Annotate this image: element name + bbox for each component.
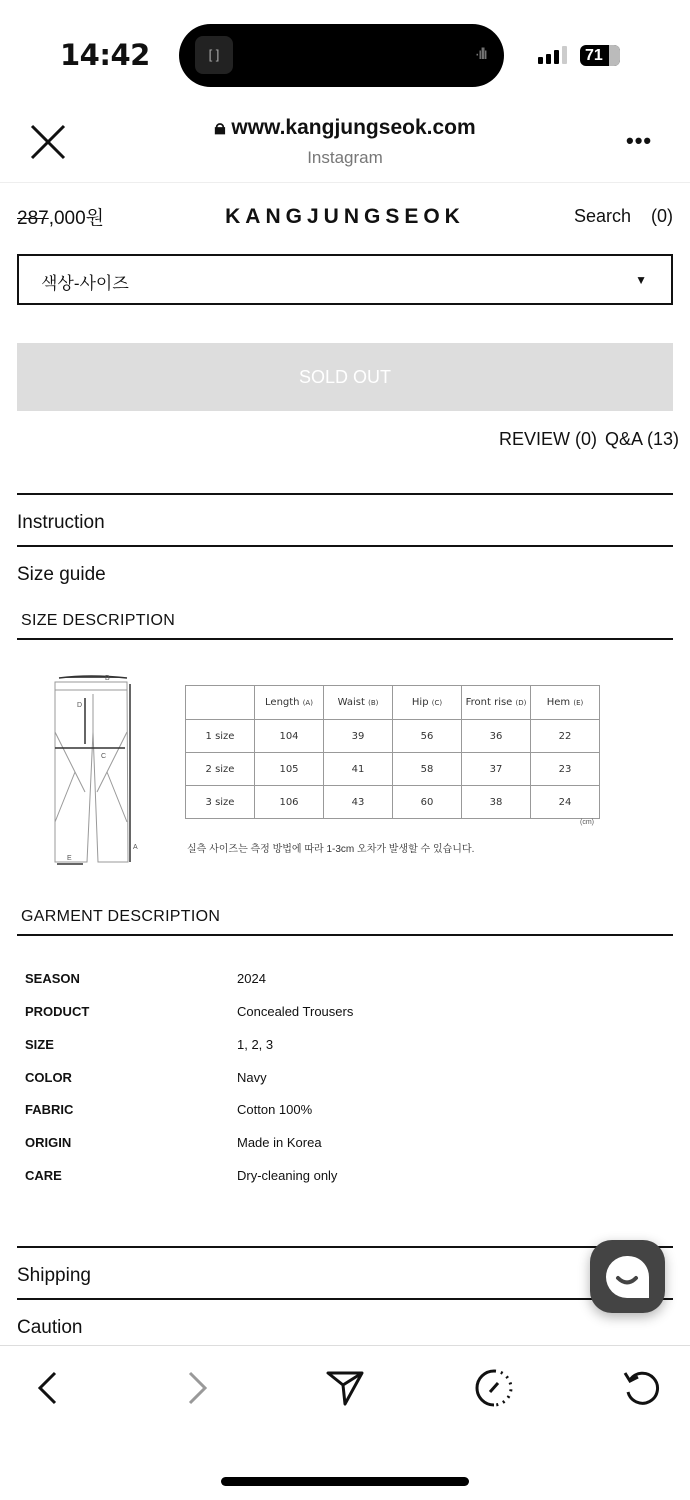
cell: 104: [255, 720, 324, 753]
divider: [17, 493, 673, 495]
chat-button[interactable]: [590, 1240, 665, 1313]
unit-label: (cm): [580, 819, 594, 826]
divider: [0, 182, 690, 183]
table-row: [186, 786, 600, 819]
screen-record-icon: [ ]: [195, 36, 233, 74]
share-icon[interactable]: [325, 1368, 365, 1408]
row-label: 2 size: [186, 753, 255, 786]
accordion-shipping[interactable]: Shipping: [17, 1265, 91, 1286]
table-row: [186, 753, 600, 786]
cell: 105: [255, 753, 324, 786]
row-label: 1 size: [186, 720, 255, 753]
chat-icon: [590, 1240, 665, 1313]
reload-icon[interactable]: [622, 1368, 662, 1408]
accordion-size-guide[interactable]: Size guide: [17, 564, 106, 585]
cell: 24: [531, 786, 600, 819]
speed-icon[interactable]: [474, 1368, 514, 1408]
cell: 58: [393, 753, 462, 786]
garment-label: ORIGIN: [25, 1135, 72, 1150]
garment-label: FABRIC: [25, 1102, 74, 1117]
garment-value: Concealed Trousers: [237, 1004, 354, 1019]
accordion-instruction[interactable]: Instruction: [17, 512, 105, 533]
garment-label: SEASON: [25, 971, 80, 986]
table-header-row: [186, 686, 600, 720]
cell: 37: [462, 753, 531, 786]
cell: 38: [462, 786, 531, 819]
size-description-title: SIZE DESCRIPTION: [21, 612, 176, 629]
garment-value: Cotton 100%: [237, 1102, 313, 1117]
url-text: www.kangjungseok.com: [231, 116, 476, 139]
back-icon[interactable]: [28, 1368, 68, 1408]
diagram-label-d: D: [77, 702, 83, 709]
price-struck: 287: [17, 208, 49, 229]
cell: 56: [393, 720, 462, 753]
cell: 41: [324, 753, 393, 786]
cell: 43: [324, 786, 393, 819]
forward-icon[interactable]: [177, 1368, 217, 1408]
option-select[interactable]: [17, 254, 673, 305]
browser-url: [0, 116, 690, 140]
diagram-label-a: A: [133, 844, 138, 851]
cell: 106: [255, 786, 324, 819]
browser-source: Instagram: [307, 148, 383, 167]
cart-link[interactable]: (0): [651, 206, 673, 226]
column-header: Hip (C): [393, 686, 462, 720]
divider: [17, 1246, 673, 1248]
column-header: Waist (B): [324, 686, 393, 720]
battery-level: 71: [585, 47, 603, 64]
sold-out-button[interactable]: SOLD OUT: [17, 343, 673, 411]
garment-description-title: GARMENT DESCRIPTION: [21, 908, 221, 925]
divider: [17, 1298, 673, 1300]
garment-value: Made in Korea: [237, 1135, 322, 1150]
trousers-diagram: [45, 672, 145, 867]
more-icon[interactable]: •••: [626, 128, 653, 153]
price-rest: ,000원: [48, 208, 105, 229]
column-header: Hem (E): [531, 686, 600, 720]
divider: [17, 934, 673, 936]
column-header: Front rise (D): [462, 686, 531, 720]
column-header: Length (A): [255, 686, 324, 720]
brand-logo[interactable]: KANGJUNGSEOK: [225, 205, 465, 228]
row-label: 3 size: [186, 786, 255, 819]
cell: 22: [531, 720, 600, 753]
cell: 23: [531, 753, 600, 786]
diagram-label-c: C: [101, 753, 107, 760]
divider: [17, 545, 673, 547]
garment-label: COLOR: [25, 1070, 72, 1085]
garment-value: 2024: [237, 971, 266, 986]
accordion-caution[interactable]: Caution: [17, 1317, 83, 1338]
review-link[interactable]: REVIEW (0): [499, 429, 598, 449]
search-link[interactable]: Search: [574, 206, 632, 226]
dropdown-arrow-icon: ▼: [635, 273, 647, 287]
cell: 36: [462, 720, 531, 753]
garment-value: 1, 2, 3: [237, 1037, 274, 1052]
garment-label: SIZE: [25, 1037, 54, 1052]
audio-wave-icon: ·ıllı: [474, 46, 486, 63]
diagram-label-b: B: [105, 675, 110, 682]
qa-link[interactable]: Q&A (13): [605, 429, 680, 449]
size-table: [185, 685, 600, 819]
battery-icon: [580, 45, 620, 66]
signal-icon: [538, 46, 567, 64]
garment-label: PRODUCT: [25, 1004, 90, 1019]
garment-label: CARE: [25, 1168, 62, 1183]
garment-value: Dry-cleaning only: [237, 1168, 338, 1183]
lock-icon: 🔒︎: [214, 116, 226, 139]
diagram-label-e: E: [67, 855, 72, 862]
cell: 60: [393, 786, 462, 819]
divider: [17, 638, 673, 640]
home-indicator[interactable]: [221, 1477, 469, 1486]
table-row: [186, 720, 600, 753]
divider: [0, 1345, 690, 1346]
size-note: 실측 사이즈는 측정 방법에 따라 1-3cm 오차가 발생할 수 있습니다.: [187, 844, 475, 855]
cell: 39: [324, 720, 393, 753]
dynamic-island: [179, 24, 504, 87]
status-time: 14:42: [60, 38, 150, 72]
garment-value: Navy: [237, 1070, 267, 1085]
option-select-value: 색상-사이즈: [41, 274, 129, 293]
